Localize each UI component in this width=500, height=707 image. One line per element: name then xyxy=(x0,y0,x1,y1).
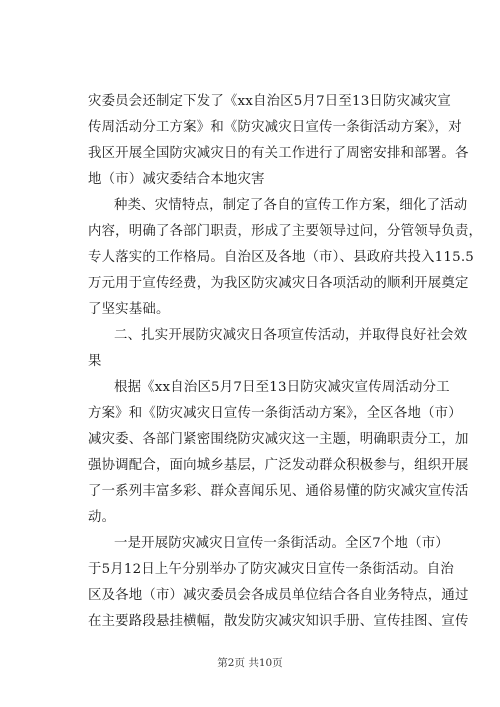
text-line-12: 根据《xx自治区5月7日至13日防灾减灾宣传周活动分工 xyxy=(114,380,450,395)
text-line-13: 方案》和《防灾减灾日宣传一条街活动方案》，全区各地（市） xyxy=(88,406,462,421)
text-line-9: 了坚实基础。 xyxy=(88,302,170,317)
text-line-14: 减灾委、各部门紧密围绕防灾减灾这一主题，明确职责分工，加 xyxy=(88,432,469,447)
text-line-16: 了一系列丰富多彩、群众喜闻乐见、通俗易懂的防灾减灾宣传活 xyxy=(88,484,469,499)
text-line-1: 灾委员会还制定下发了《xx自治区5月7日至13日防灾减灾宣 xyxy=(88,94,451,109)
text-line-2: 传周活动分工方案》和《防灾减灾日宣传一条街活动方案》，对 xyxy=(88,120,462,135)
text-line-15: 强协调配合，面向城乡基层，广泛发动群众积极参与，组织开展 xyxy=(88,458,469,473)
text-line-17: 动。 xyxy=(88,510,116,525)
text-line-7: 专人落实的工作格局。自治区及各地（市）、县政府共投入115.5 xyxy=(88,250,474,265)
section-heading-cont: 果 xyxy=(88,354,102,369)
page-footer: 第2页 共10页 xyxy=(217,657,283,669)
text-line-21: 在主要路段悬挂横幅，散发防灾减灾知识手册、宣传挂图、宣传 xyxy=(88,614,469,629)
text-line-3: 我区开展全国防灾减灾日的有关工作进行了周密安排和部署。各 xyxy=(88,146,469,161)
section-heading: 二、扎实开展防灾减灾日各项宣传活动，并取得良好社会效 xyxy=(114,328,468,343)
text-line-6: 内容，明确了各部门职责，形成了主要领导过问，分管领导负责， xyxy=(88,224,483,239)
text-line-19: 于5月12日上午分别举办了防灾减灾日宣传一条街活动。自治 xyxy=(88,562,454,577)
text-line-4: 地（市）减灾委结合本地灾害 xyxy=(88,172,265,187)
text-line-5: 种类、灾情特点，制定了各自的宣传工作方案，细化了活动 xyxy=(114,198,468,213)
text-line-20: 区及各地（市）减灾委员会各成员单位结合各自业务特点，通过 xyxy=(88,588,469,603)
text-line-8: 万元用于宣传经费，为我区防灾减灾日各项活动的顺利开展奠定 xyxy=(88,276,469,291)
text-line-18: 一是开展防灾减灾日宣传一条街活动。全区7个地（市） xyxy=(114,536,449,551)
